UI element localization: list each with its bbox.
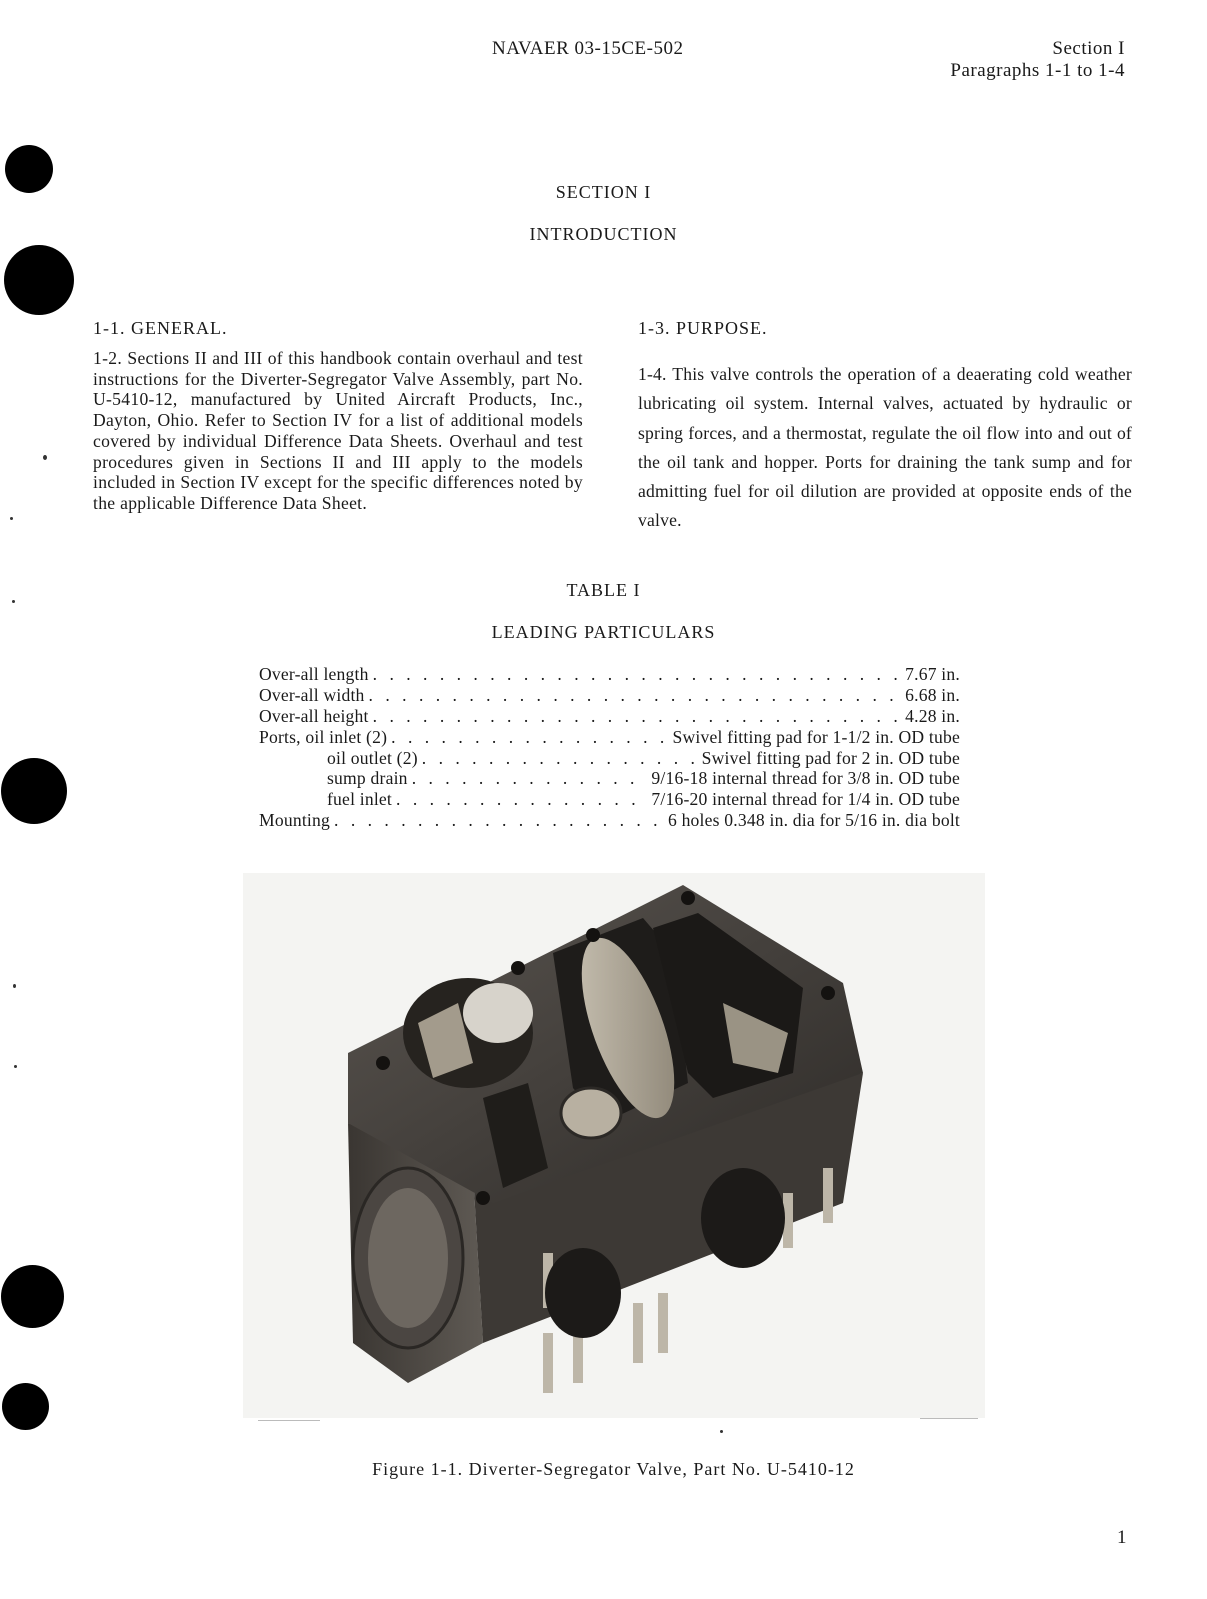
mounting-hole xyxy=(476,1191,490,1205)
bright-aperture xyxy=(463,983,533,1043)
table-row xyxy=(259,748,960,769)
purpose-heading: 1-3. PURPOSE. xyxy=(638,318,768,338)
paragraphs-label: Paragraphs 1-1 to 1-4 xyxy=(950,60,1125,81)
page-speck xyxy=(720,1430,723,1433)
page-speck xyxy=(43,455,47,460)
mounting-hole xyxy=(821,986,835,1000)
stud xyxy=(543,1333,553,1393)
row-label: sump drain xyxy=(327,768,408,789)
stud xyxy=(658,1293,668,1353)
dot-leader xyxy=(369,685,902,706)
general-paragraph: 1-2. Sections II and III of this handbook contain overhaul and test instructions for the Diverter-Segregator Valve Assembly, part No. U-5410-12, manufactured by United Aircraft Products, Inc., Dayton, Ohio. Refer to Section IV for a list of additional models covered by individual Difference Data Sheets. Overhaul and test procedures given in Sections II and III apply to the models included in Section IV except for the specific differences noted by the applicable Difference Data Sheet. xyxy=(93,348,583,513)
table-row xyxy=(259,727,960,748)
stud xyxy=(823,1168,833,1223)
section-subtitle: INTRODUCTION xyxy=(529,224,678,244)
leading-particulars-table xyxy=(259,664,960,831)
mounting-hole xyxy=(586,928,600,942)
mounting-hole xyxy=(376,1056,390,1070)
row-value: 4.28 in. xyxy=(905,705,960,726)
valve-photograph xyxy=(243,873,985,1418)
page-number: 1 xyxy=(1117,1527,1127,1548)
page-speck xyxy=(10,517,13,520)
table-row xyxy=(259,664,960,685)
row-label: Over-all length xyxy=(259,664,369,684)
mounting-hole xyxy=(511,961,525,975)
dot-leader xyxy=(396,789,647,810)
section-title: SECTION I xyxy=(555,182,652,202)
table-row xyxy=(259,685,960,706)
dot-leader xyxy=(373,706,901,727)
figure-caption: Figure 1-1. Diverter-Segregator Valve, Part No. U-5410-12 xyxy=(372,1459,855,1479)
binder-hole xyxy=(1,758,67,824)
row-label: oil outlet (2) xyxy=(327,747,418,768)
row-value: 6 holes 0.348 in. dia for 5/16 in. dia bolt xyxy=(667,810,960,831)
page-speck xyxy=(14,1065,17,1068)
left-cover-inner xyxy=(368,1188,448,1328)
port-opening xyxy=(701,1168,785,1268)
table-row xyxy=(259,768,960,789)
row-label: Ports, oil inlet (2) xyxy=(259,726,388,747)
figure-rule xyxy=(258,1420,320,1421)
table-row xyxy=(259,810,960,831)
row-label: fuel inlet xyxy=(327,789,393,810)
purpose-paragraph: 1-4. This valve controls the operation of a deaerating cold weather lubricating oil system. Internal valves, actuated by hydraulic or spring forces, and a thermostat, regulate the oil flow into and out of the oil tank and hopper. Ports for draining the tank sump and for admitting fuel for oil dilution are provided at opposite ends of the valve. xyxy=(638,364,1132,531)
binder-hole xyxy=(2,1383,49,1430)
row-value: Swivel fitting pad for 1-1/2 in. OD tube xyxy=(672,726,960,747)
dot-leader xyxy=(412,768,648,789)
small-check-valve xyxy=(561,1088,621,1138)
general-heading: 1-1. GENERAL. xyxy=(93,318,228,338)
row-value: 9/16-18 internal thread for 3/8 in. OD tube xyxy=(651,768,960,789)
dot-leader xyxy=(334,810,664,831)
table-row xyxy=(259,789,960,810)
dot-leader xyxy=(422,748,698,769)
valve-illustration xyxy=(243,873,985,1418)
figure-rule xyxy=(920,1418,978,1419)
binder-hole xyxy=(4,245,74,315)
row-label: Over-all height xyxy=(259,705,369,726)
row-label: Mounting xyxy=(259,810,331,831)
binder-hole xyxy=(1,1265,64,1328)
stud xyxy=(633,1303,643,1363)
document-number: NAVAER 03-15CE-502 xyxy=(492,38,684,59)
row-value: 7.67 in. xyxy=(905,664,960,684)
dot-leader xyxy=(391,727,668,748)
dot-leader xyxy=(373,664,901,685)
page-speck xyxy=(13,984,16,988)
row-value: Swivel fitting pad for 2 in. OD tube xyxy=(701,747,960,768)
section-label: Section I xyxy=(1052,38,1125,59)
table-row xyxy=(259,706,960,727)
mounting-hole xyxy=(681,891,695,905)
row-label: Over-all width xyxy=(259,684,365,705)
table-subtitle: LEADING PARTICULARS xyxy=(491,622,716,642)
row-value: 6.68 in. xyxy=(905,684,960,705)
port-opening xyxy=(545,1248,621,1338)
table-title: TABLE I xyxy=(566,580,641,600)
row-value: 7/16-20 internal thread for 1/4 in. OD tube xyxy=(651,789,960,810)
